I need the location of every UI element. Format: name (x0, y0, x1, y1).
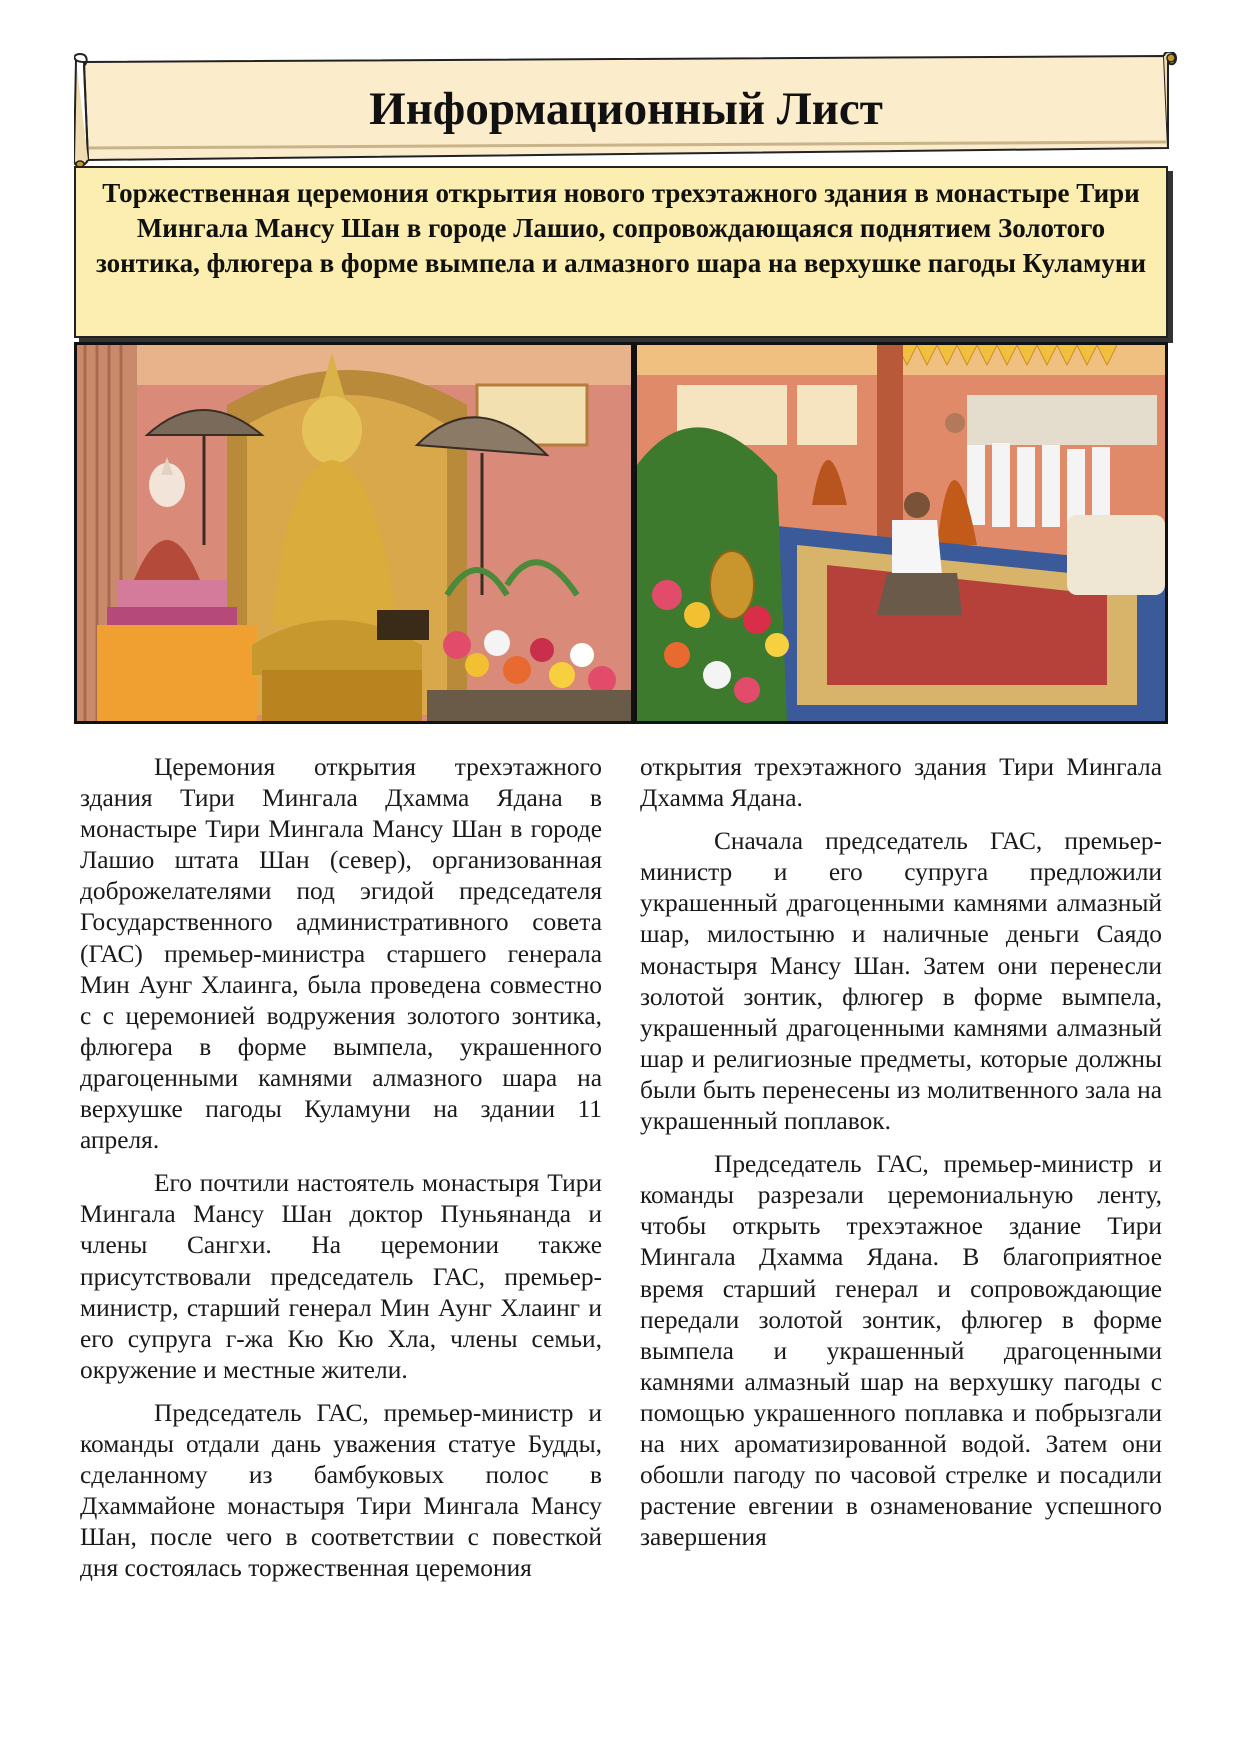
article-paragraph: Его почтили настоятель монастыря Тири Мингала Мансу Шан доктор Пуньянанда и члены Сангхи. На церемонии также присутствовали председатель ГАС, премьер-министр, старший генерал Мин Аунг Хлаинг и его супруга г-жа Кю Кю Хла, члены семьи, окружение и местные жители. (80, 1169, 602, 1384)
article-paragraph: Сначала председатель ГАС, премьер-министр и его супруга предложили украшенный драгоценными камнями алмазный шар, милостыню и наличные деньги Саядо монастыря Мансу Шан. Затем они перенесли золотой зонтик, флюгер в форме вымпела, украшенный драгоценными камнями алмазный шар и религиозные предметы, которые должны были быть перенесены из молитвенного зала на украшенный поплавок. (640, 827, 1162, 1136)
title-scroll-banner (74, 52, 1178, 166)
subtitle-box (74, 166, 1168, 338)
article-paragraph-continuation: открытия трехэтажного здания Тири Мингала Дхамма Ядана. (640, 753, 1162, 813)
article-paragraph: Председатель ГАС, премьер-министр и команды отдали дань уважения статуе Будды, сделанному из бамбуковых полос в Дхаммайоне монастыря Тири Мингала Мансу Шан, после чего в соответствии с повесткой дня состоялась торжественная церемония (80, 1398, 602, 1583)
article-column-right (640, 752, 1162, 1565)
photo-strip (74, 342, 1168, 724)
page-title: Информационный Лист (369, 83, 883, 135)
ceremony-worship-photo-icon (637, 345, 1165, 721)
subtitle-text: Торжественная церемония открытия нового трехэтажного здания в монастыре Тири Мингала Мансу Шан в городе Лашио, сопровождающаяся поднятием Золотого зонтика, флюгера в форме вымпела и алмазного шара на верхушке пагоды Куламуни (95, 178, 1147, 278)
buddha-statues-photo-icon (77, 345, 631, 721)
article-column-left (80, 752, 602, 1596)
article-paragraph: Церемония открытия трехэтажного здания Тири Мингала Дхамма Ядана в монастыре Тири Мингала Мансу Шан в городе Лашио штата Шан (север), организованная доброжелателями под эгидой председателя Государственного административного совета (ГАС) премьер-министра старшего генерала Мин Аунг Хлаинга, была проведена совместно с с церемонией водружения золотого зонтика, флюгера в форме вымпела, украшенного драгоценными камнями алмазного шара на верхушке пагоды Куламуни на здании 11 апреля. (80, 753, 602, 1155)
article-paragraph: Председатель ГАС, премьер-министр и команды разрезали церемониальную ленту, чтобы открыть трехэтажное здание Тири Мингала Дхамма Ядана. В благоприятное время старший генерал и сопровождающие передали золотой зонтик, флюгер в форме вымпела и украшенный драгоценными камнями алмазный шар на верхушку пагоды с помощью украшенного поплавка и побрызгали на них ароматизированной водой. Затем они обошли пагоду по часовой стрелке и посадили растение евгении в ознаменование успешного завершения (640, 1150, 1162, 1552)
